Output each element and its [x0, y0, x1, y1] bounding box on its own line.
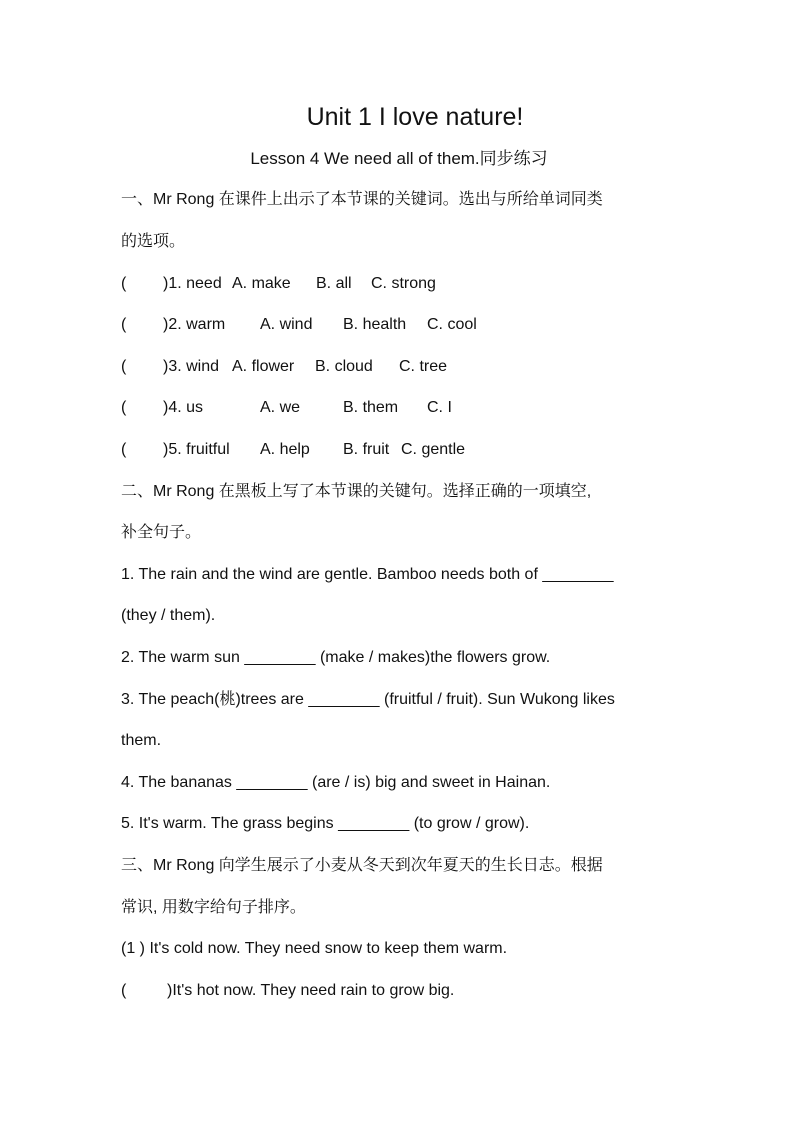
answer-paren: ( — [121, 316, 127, 333]
section2-heading-cont: 补全句子。 — [121, 524, 202, 541]
option-c: C. tree — [399, 358, 448, 375]
section3-heading: 三、Mr Rong 向学生展示了小麦从冬天到次年夏天的生长日志。根据 — [121, 857, 603, 874]
answer-paren: ( — [121, 275, 127, 292]
option-c: C. gentle — [401, 441, 466, 458]
page-title: Unit 1 I love nature! — [306, 103, 524, 131]
option-a: A. make — [232, 275, 291, 292]
answer-paren: ( — [121, 399, 127, 416]
question-word: )5. fruitful — [163, 441, 230, 458]
question-word: )4. us — [163, 399, 204, 416]
section1-heading-text: 一、Mr Rong 在课件上出示了本节课的关键词。选出与所给单词同类 — [121, 191, 603, 208]
option-b: B. all — [316, 275, 352, 292]
answer-paren: ( — [121, 982, 127, 999]
section1-heading-cont: 的选项。 — [121, 233, 186, 250]
answer-paren: ( — [121, 441, 127, 458]
question-word: )2. warm — [163, 316, 226, 333]
option-a: A. help — [260, 441, 310, 458]
option-b: B. them — [343, 399, 399, 416]
order-item-1: (1 ) It's cold now. They need snow to keep them warm. — [121, 940, 508, 957]
page-subtitle: Lesson 4 We need all of them.同步练习 — [250, 149, 548, 168]
fill-question-2: 2. The warm sun ________ (make / makes)the flowers grow. — [121, 649, 551, 666]
option-a: A. wind — [260, 316, 313, 333]
option-c: C. cool — [427, 316, 477, 333]
section3-heading-cont: 常识, 用数字给句子排序。 — [121, 899, 306, 916]
fill-question-3-cont: them. — [121, 732, 162, 749]
answer-paren: ( — [121, 358, 127, 375]
option-b: B. health — [343, 316, 407, 333]
fill-question-1-cont: (they / them). — [121, 607, 216, 624]
fill-question-3: 3. The peach(桃)trees are ________ (fruitful / fruit). Sun Wukong likes — [121, 691, 615, 708]
section2-heading: 二、Mr Rong 在黑板上写了本节课的关键句。选择正确的一项填空, — [121, 483, 592, 500]
option-a: A. flower — [232, 358, 295, 375]
section1-heading — [121, 189, 677, 211]
option-b: B. cloud — [315, 358, 373, 375]
option-b: B. fruit — [343, 441, 390, 458]
fill-question-5: 5. It's warm. The grass begins ________ (to grow / grow). — [121, 815, 530, 832]
fill-question-4: 4. The bananas ________ (are / is) big and sweet in Hainan. — [121, 774, 551, 791]
question-word: )3. wind — [163, 358, 220, 375]
order-item-text: )It's hot now. They need rain to grow big. — [167, 982, 455, 999]
fill-question-1: 1. The rain and the wind are gentle. Bamboo needs both of ________ — [121, 566, 614, 583]
option-c: C. I — [427, 399, 452, 416]
question-word: )1. need — [163, 275, 222, 292]
option-a: A. we — [260, 399, 301, 416]
option-c: C. strong — [371, 275, 436, 292]
